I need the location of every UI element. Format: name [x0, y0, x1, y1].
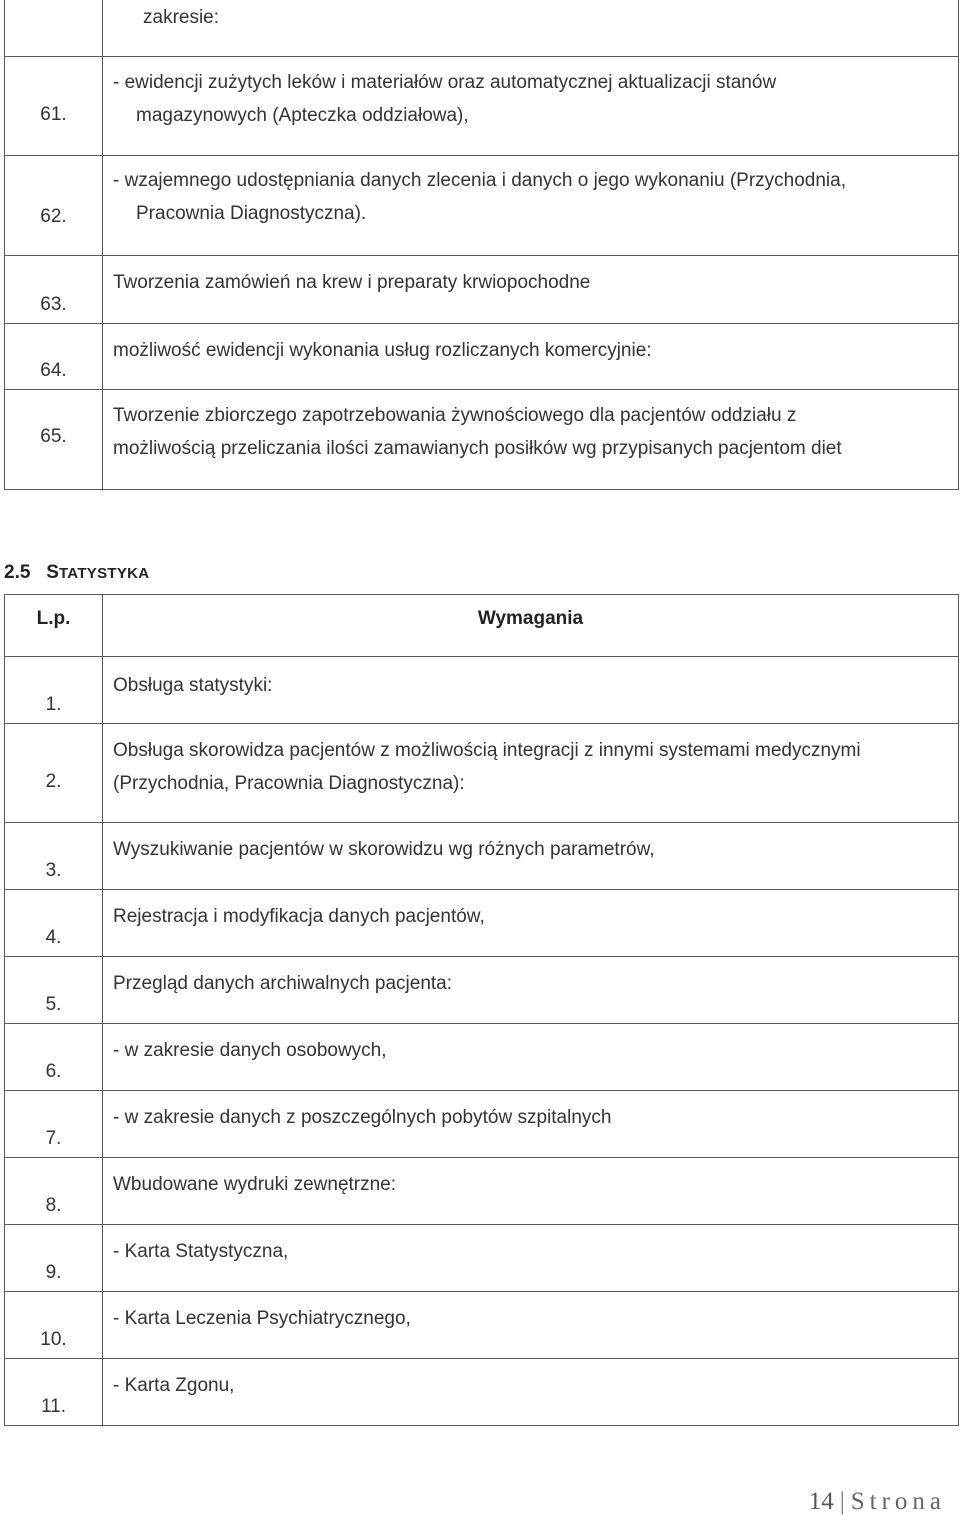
table-row	[5, 1225, 959, 1292]
row-text: Obsługa statystyki:	[103, 657, 959, 724]
table-row	[5, 957, 959, 1024]
header-requirements: Wymagania	[103, 595, 959, 657]
row-number: 2.	[5, 724, 103, 823]
row-number: 61.	[5, 57, 103, 156]
table-row	[5, 156, 959, 256]
table-row	[5, 0, 959, 57]
row-number: 8.	[5, 1158, 103, 1225]
row-text: Wbudowane wydruki zewnętrzne:	[103, 1158, 959, 1225]
table-header-row	[5, 595, 959, 657]
row-text: - Karta Statystyczna,	[103, 1225, 959, 1292]
row-number: 6.	[5, 1024, 103, 1091]
table-row	[5, 1359, 959, 1426]
footer-page-word: Strona	[850, 1488, 946, 1515]
table-row	[5, 1292, 959, 1359]
section-heading	[4, 562, 149, 584]
requirements-table-continued	[4, 0, 959, 490]
row-number: 4.	[5, 890, 103, 957]
table-row	[5, 390, 959, 490]
footer-separator: |	[839, 1488, 845, 1515]
section-title-first-letter: S	[46, 562, 59, 583]
table-row	[5, 890, 959, 957]
row-text: Obsługa skorowidza pacjentów z możliwością integracji z innymi systemami medycznymi (Przychodnia, Pracownia Diagnostyczna):	[103, 724, 959, 823]
row-text: - Karta Zgonu,	[103, 1359, 959, 1426]
row-text: - wzajemnego udostępniania danych zlecenia i danych o jego wykonaniu (Przychodnia, Pracownia Diagnostyczna).	[103, 156, 959, 256]
row-number: 10.	[5, 1292, 103, 1359]
row-text: Wyszukiwanie pacjentów w skorowidzu wg różnych parametrów,	[103, 823, 959, 890]
table-row	[5, 1024, 959, 1091]
table-row	[5, 823, 959, 890]
row-number: 1.	[5, 657, 103, 724]
table-row	[5, 324, 959, 390]
row-text: - Karta Leczenia Psychiatrycznego,	[103, 1292, 959, 1359]
row-text: Tworzenia zamówień na krew i preparaty krwiopochodne	[103, 256, 959, 324]
row-number	[5, 0, 103, 57]
section-number: 2.5	[4, 562, 31, 583]
row-number: 62.	[5, 156, 103, 256]
statistics-requirements-table	[4, 594, 959, 1426]
row-number: 7.	[5, 1091, 103, 1158]
section-title-rest: TATYSTYKA	[58, 565, 150, 582]
row-text: Rejestracja i modyfikacja danych pacjentów,	[103, 890, 959, 957]
table-row	[5, 1091, 959, 1158]
row-text: - w zakresie danych z poszczególnych pobytów szpitalnych	[103, 1091, 959, 1158]
row-text: możliwość ewidencji wykonania usług rozliczanych komercyjnie:	[103, 324, 959, 390]
row-text: Przegląd danych archiwalnych pacjenta:	[103, 957, 959, 1024]
row-text: - w zakresie danych osobowych,	[103, 1024, 959, 1091]
table-row	[5, 724, 959, 823]
row-text: zakresie:	[103, 0, 959, 57]
table-row	[5, 256, 959, 324]
table-row	[5, 57, 959, 156]
header-lp: L.p.	[5, 595, 103, 657]
table-row	[5, 1158, 959, 1225]
row-number: 64.	[5, 324, 103, 390]
row-text: Tworzenie zbiorczego zapotrzebowania żywnościowego dla pacjentów oddziału z możliwością przeliczania ilości zamawianych posiłków wg przypisanych pacjentom diet	[103, 390, 959, 490]
page-footer	[809, 1488, 946, 1516]
row-text: - ewidencji zużytych leków i materiałów oraz automatycznej aktualizacji stanów magazynowych (Apteczka oddziałowa),	[103, 57, 959, 156]
row-number: 63.	[5, 256, 103, 324]
row-number: 65.	[5, 390, 103, 490]
row-number: 9.	[5, 1225, 103, 1292]
table-row	[5, 657, 959, 724]
page-number: 14	[808, 1488, 834, 1515]
row-number: 5.	[5, 957, 103, 1024]
row-number: 11.	[5, 1359, 103, 1426]
row-number: 3.	[5, 823, 103, 890]
